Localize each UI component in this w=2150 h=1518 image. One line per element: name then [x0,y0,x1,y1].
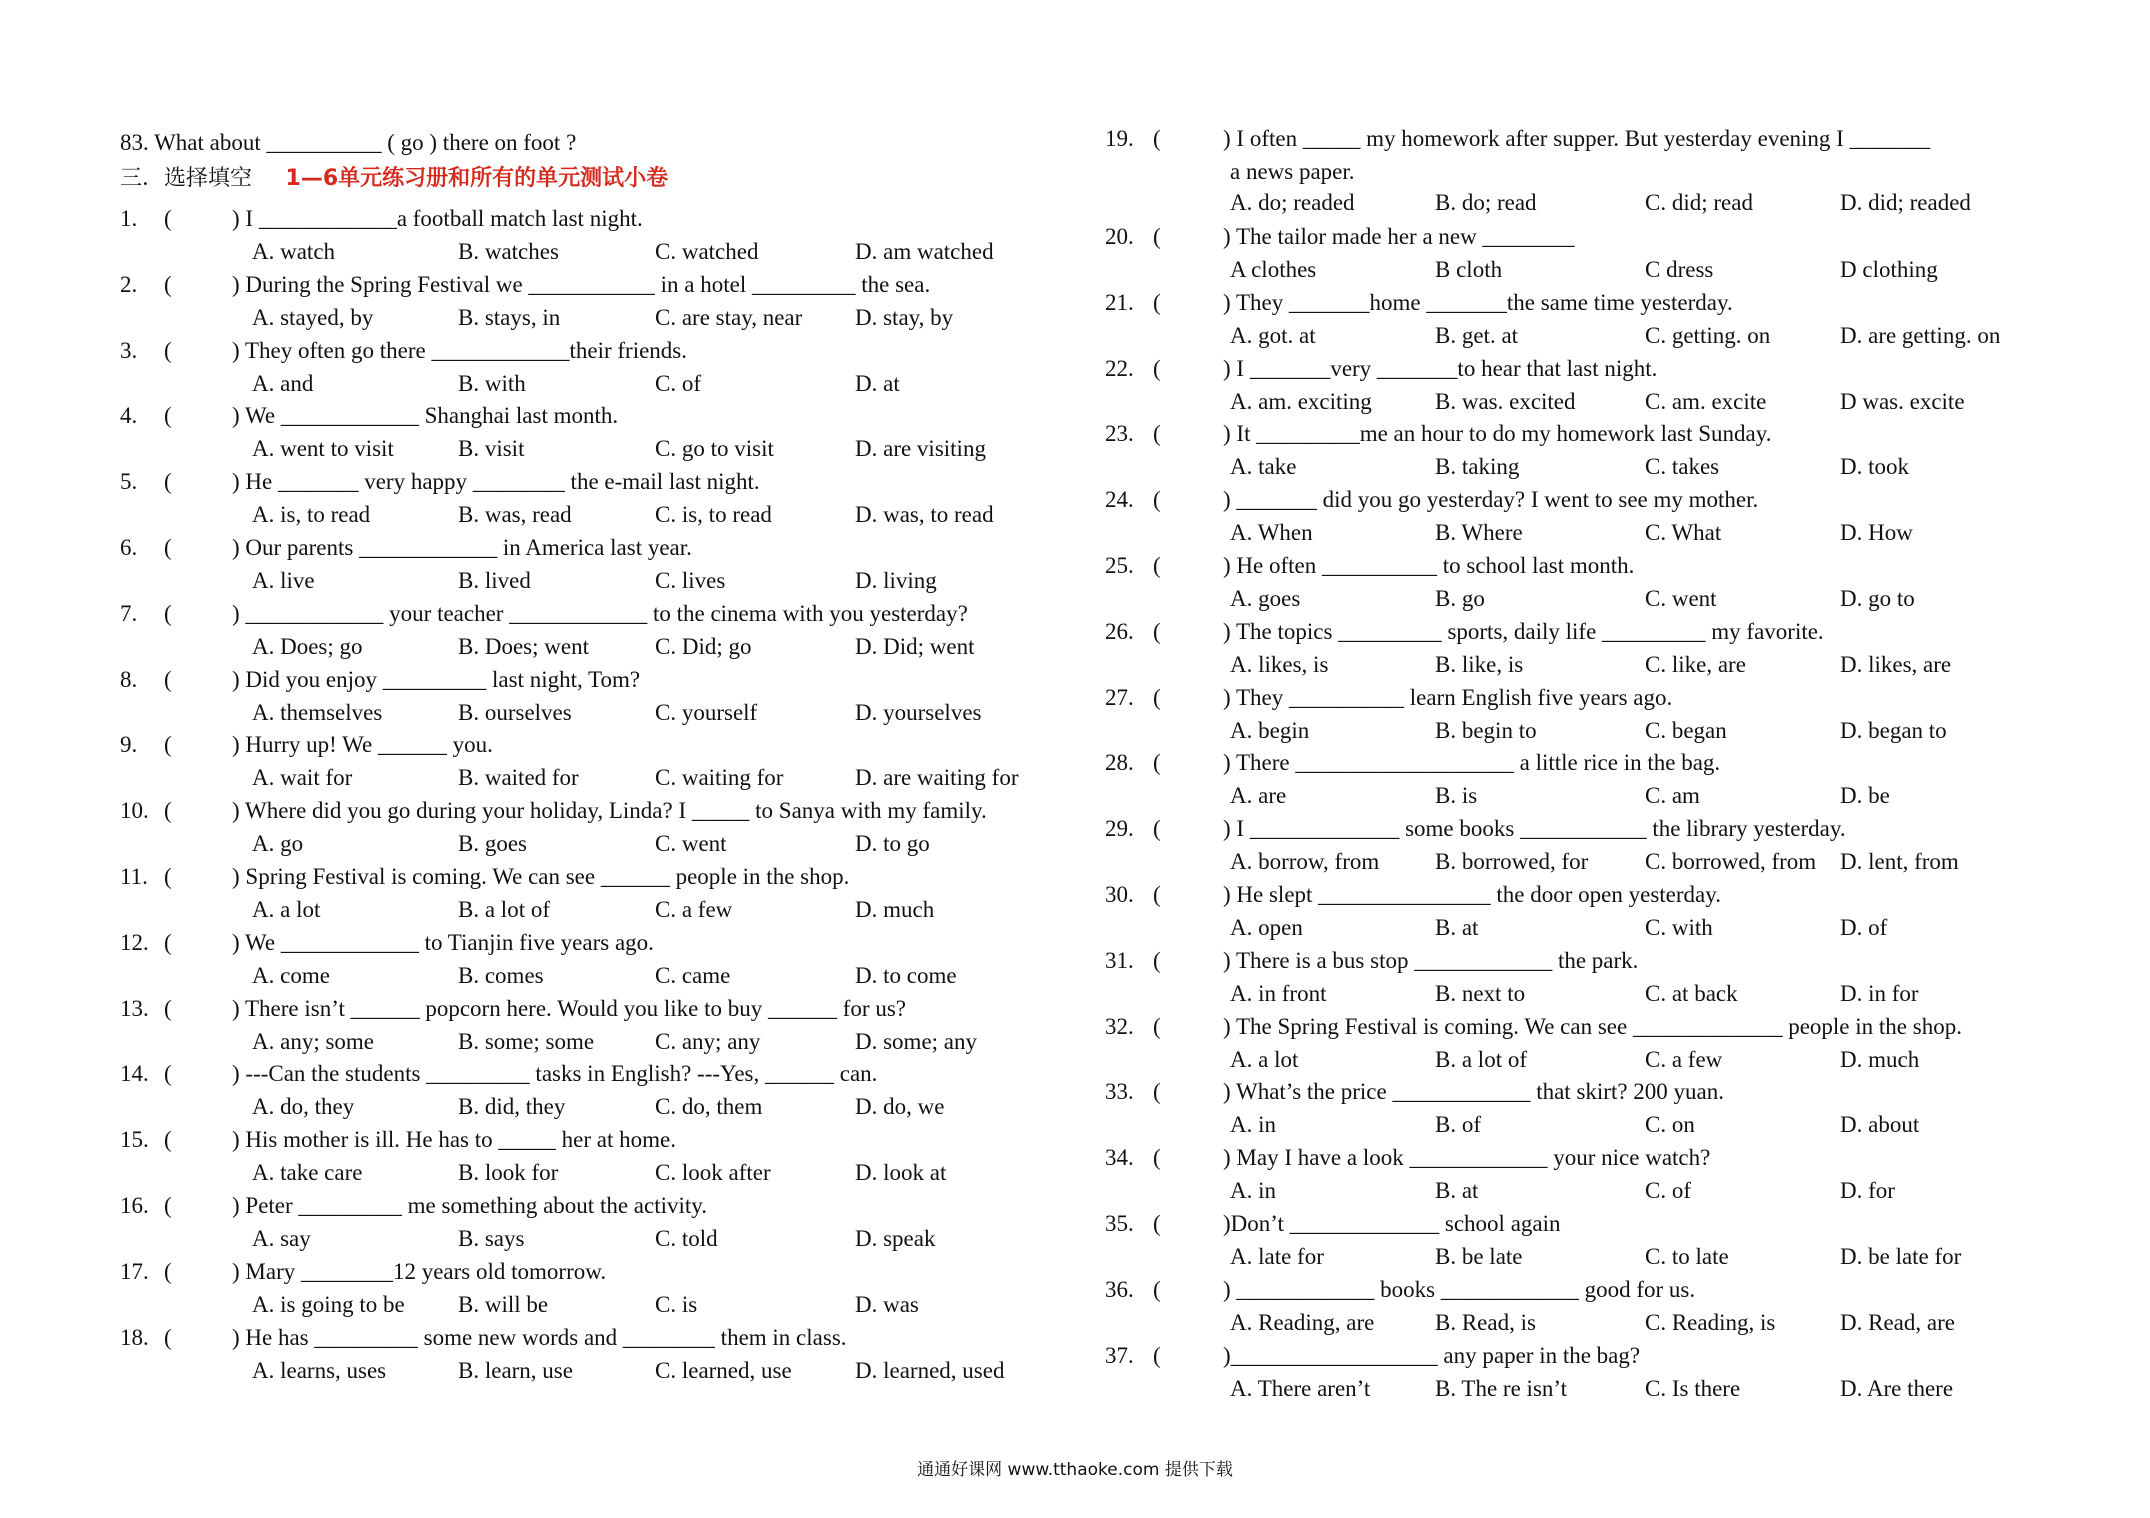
option-b: B. Read, is [1435,1309,1536,1335]
question-number: 20. [1105,224,1134,249]
question-stem: ) He has _________ some new words and ________ them in class. [232,1324,847,1350]
option-d: D. Are there [1840,1375,1954,1401]
question-stem: ) He often __________ to school last month. [1223,553,1635,578]
option-c: C. went [1645,586,1717,611]
option-c: C. to late [1645,1244,1729,1269]
option-b: B. ourselves [458,699,572,725]
question-number: 2. [120,271,138,297]
option-c: C. told [655,1226,718,1251]
question-number: 18. [120,1324,149,1350]
option-d: D. of [1840,915,1888,940]
answer-paren: ( [1153,1342,1161,1368]
option-a: A. watch [252,239,336,264]
option-b: B. begin to [1435,717,1537,743]
option-a: A. is going to be [252,1291,405,1317]
option-d: D. yourselves [855,699,982,725]
option-d: D. was [855,1291,919,1317]
option-c: C. getting. on [1645,322,1771,348]
option-a: A. a lot [252,897,321,922]
option-b: B. taking [1435,454,1520,480]
option-d: D. to go [855,831,930,857]
answer-paren: ( [1153,487,1161,513]
question-stem: ) ____________ your teacher ____________ to the cinema with you yesterday? [232,600,968,626]
answer-paren: ( [1153,1276,1161,1302]
option-a: A. When [1230,520,1313,546]
question-number: 37. [1105,1342,1134,1368]
answer-paren: ( [1153,421,1161,447]
question-number: 1. [120,206,138,231]
question-stem: ) What’s the price ____________ that skirt? 200 yuan. [1223,1079,1725,1105]
option-d: D was. excite [1840,388,1965,414]
option-c: C. a few [1645,1046,1723,1072]
option-d: D. living [855,568,937,593]
option-b: B. stays, in [458,304,561,330]
question-number: 32. [1105,1013,1134,1039]
answer-paren: ( [164,469,172,495]
option-d: D. do, we [855,1094,945,1120]
option-d: D. to come [855,962,957,988]
option-d: D. are visiting [855,436,986,462]
option-c: C. am [1645,783,1700,809]
option-c: C. go to visit [655,436,774,462]
option-b: B. at [1435,915,1479,940]
option-d: D. Did; went [855,633,975,659]
question-number: 15. [120,1127,149,1153]
option-c: C. borrowed, from [1645,849,1817,875]
option-d: D. are waiting for [855,765,1019,791]
section-label: 三．选择填空 [120,166,253,191]
question-number: 8. [120,666,138,692]
question-number: 36. [1105,1276,1134,1302]
option-c: C. with [1645,915,1713,940]
option-c: C. yourself [655,699,758,725]
answer-paren: ( [164,864,172,889]
option-d: D. look at [855,1160,947,1186]
option-a: A. late for [1230,1244,1324,1269]
option-d: D. took [1840,454,1909,480]
question-stem: ) ____________ books ____________ good for us. [1223,1276,1696,1302]
option-b: B. be late [1435,1244,1523,1269]
option-b: B. look for [458,1160,559,1186]
option-d: D. be late for [1840,1244,1962,1269]
question-number: 3. [120,337,138,363]
question-stem: ) We ____________ Shanghai last month. [232,403,619,429]
option-b: B. goes [458,831,527,857]
option-a: A. in [1230,1178,1276,1204]
option-b: B. do; read [1435,190,1537,215]
question-number: 6. [120,535,138,560]
question-stem: ) The tailor made her a new ________ [1223,224,1575,249]
question-stem: )Don’t _____________ school again [1223,1211,1561,1236]
option-a: A. is, to read [252,502,371,528]
question-stem: ) They __________ learn English five years ago. [1223,684,1673,710]
option-b: B. a lot of [458,897,550,922]
answer-paren: ( [164,1193,172,1218]
option-c: C. of [655,370,701,396]
answer-paren: ( [1153,684,1161,710]
option-c: C. Is there [1645,1375,1741,1401]
question-number: 28. [1105,750,1134,776]
option-b: B. at [1435,1178,1479,1204]
option-d: D. was, to read [855,502,994,528]
question-stem: ) There ___________________ a little rice in the bag. [1223,750,1721,776]
option-c: C. came [655,962,731,988]
question-stem: ) He _______ very happy ________ the e-mail last night. [232,469,760,495]
question-stem: ) There is a bus stop ____________ the park. [1223,947,1639,973]
section-heading [120,163,668,194]
footer-source: 通通好课网 www.tthaoke.com 提供下载 [917,1460,1233,1480]
question-stem: ) The topics _________ sports, daily life _________ my favorite. [1223,618,1824,644]
question-number: 4. [120,403,138,429]
option-b: B. is [1435,783,1478,809]
question-number: 24. [1105,487,1134,513]
option-a: A. stayed, by [252,304,374,330]
question-stem: ) Our parents ____________ in America last year. [232,535,692,560]
question-number: 33. [1105,1079,1134,1105]
option-a: A. themselves [252,699,383,725]
answer-paren: ( [164,1127,172,1153]
option-c: C. Did; go [655,633,752,659]
answer-paren: ( [164,1324,172,1350]
option-b: B. like, is [1435,651,1524,677]
option-a: A. go [252,831,304,857]
question-stem: )__________________ any paper in the bag? [1223,1342,1641,1368]
question-stem: ) May I have a look ____________ your nice watch? [1223,1145,1711,1171]
question-number: 29. [1105,816,1134,842]
question-stem: ) His mother is ill. He has to _____ her at home. [232,1127,676,1153]
answer-paren: ( [1153,553,1161,578]
question-stem: ) ---Can the students _________ tasks in English? ---Yes, ______ can. [232,1061,878,1087]
option-c: C dress [1645,257,1714,282]
answer-paren: ( [1153,947,1161,973]
question-number: 5. [120,469,138,495]
question-stem: ) We ____________ to Tianjin five years ago. [232,929,654,955]
option-a: A. come [252,962,330,988]
option-b: B. lived [458,568,531,593]
answer-paren: ( [164,206,172,231]
answer-paren: ( [164,600,172,626]
option-a: A. take care [252,1160,363,1186]
option-b: B. The re isn’t [1435,1375,1568,1401]
option-a: A. and [252,370,314,396]
question-stem: ) I _______very _______to hear that last night. [1223,355,1658,381]
option-b: B. get. at [1435,322,1519,348]
option-d: D. for [1840,1178,1895,1204]
option-c: C. waiting for [655,765,784,791]
answer-paren: ( [1153,224,1161,249]
option-d: D. some; any [855,1028,978,1054]
answer-paren: ( [1153,882,1161,907]
option-d: D. are getting. on [1840,322,2001,348]
option-c: C. any; any [655,1028,761,1054]
question-stem: ) They _______home _______the same time yesterday. [1223,289,1733,315]
answer-paren: ( [164,798,172,824]
question-stem: ) I often _____ my homework after supper. But yesterday evening I _______ [1223,126,1931,151]
question-number: 16. [120,1193,149,1218]
option-a: A. goes [1230,586,1301,611]
option-b: B. says [458,1226,525,1251]
option-a: A. wait for [252,765,353,791]
option-a: A. Reading, are [1230,1309,1375,1335]
question-number: 27. [1105,684,1134,710]
option-c: C. began [1645,717,1727,743]
question-stem: ) The Spring Festival is coming. We can see _____________ people in the shop. [1223,1013,1962,1039]
question-number: 30. [1105,882,1134,907]
option-a: A. open [1230,915,1303,940]
option-a: A. do, they [252,1094,355,1120]
option-b: B. with [458,370,526,396]
option-a: A. learns, uses [252,1357,387,1383]
option-c: C. are stay, near [655,304,803,330]
option-a: A. am. exciting [1230,388,1372,414]
question-stem-continued: a news paper. [1230,159,1355,184]
question-number: 25. [1105,553,1134,578]
option-d: D clothing [1840,257,1938,282]
answer-paren: ( [1153,355,1161,381]
question-number: 13. [120,995,149,1021]
question-stem: ) Did you enjoy _________ last night, Tom? [232,666,641,692]
answer-paren: ( [1153,1211,1161,1236]
question-stem: ) There isn’t ______ popcorn here. Would you like to buy ______ for us? [232,995,906,1021]
option-d: D. began to [1840,717,1947,743]
answer-paren: ( [1153,126,1161,151]
option-a: A. say [252,1226,311,1251]
question-number: 21. [1105,289,1134,315]
question-number: 23. [1105,421,1134,447]
answer-paren: ( [1153,1013,1161,1039]
option-c: C. look after [655,1160,771,1186]
question-stem: ) It _________me an hour to do my homework last Sunday. [1223,421,1772,447]
option-b: B. comes [458,962,544,988]
option-c: C. of [1645,1178,1691,1204]
option-c: C. takes [1645,454,1720,480]
answer-paren: ( [1153,289,1161,315]
option-c: C. on [1645,1112,1695,1138]
answer-paren: ( [164,929,172,955]
question-stem: ) _______ did you go yesterday? I went to see my mother. [1223,487,1759,513]
option-a: A. Does; go [252,633,363,659]
option-a: A. take [1230,454,1297,480]
option-a: A. in front [1230,980,1327,1006]
option-a: A. live [252,568,315,593]
option-b: B cloth [1435,257,1503,282]
option-b: B. will be [458,1291,549,1317]
option-d: D. at [855,370,900,396]
option-d: D. much [1840,1046,1920,1072]
option-b: B. waited for [458,765,579,791]
option-d: D. be [1840,783,1890,809]
option-c: C. at back [1645,980,1738,1006]
option-d: D. about [1840,1112,1920,1138]
option-b: B. a lot of [1435,1046,1527,1072]
question-number: 26. [1105,618,1134,644]
option-b: B. was, read [458,502,572,528]
option-b: B. Where [1435,520,1523,546]
option-c: C. like, are [1645,651,1746,677]
section-note: 1—6单元练习册和所有的单元测试小卷 [285,166,669,191]
answer-paren: ( [164,337,172,363]
question-stem: ) They often go there ____________their friends. [232,337,687,363]
option-b: B. go [1435,586,1485,611]
option-c: C. do, them [655,1094,763,1120]
question-stem: ) Where did you go during your holiday, Linda? I _____ to Sanya with my family. [232,798,987,824]
option-c: C. What [1645,520,1722,546]
question-number: 12. [120,929,149,955]
question-number: 14. [120,1061,149,1087]
option-b: B. learn, use [458,1357,573,1383]
question-stem: ) Spring Festival is coming. We can see ______ people in the shop. [232,864,850,889]
option-b: B. next to [1435,980,1526,1006]
option-c: C. went [655,831,727,857]
option-c: C. learned, use [655,1357,792,1383]
question-83: 83. What about __________ ( go ) there on foot ? [120,130,577,155]
answer-paren: ( [164,271,172,297]
option-d: D. likes, are [1840,651,1952,677]
option-a: A. begin [1230,717,1310,743]
answer-paren: ( [1153,618,1161,644]
option-c: C. lives [655,568,726,593]
option-d: D. Read, are [1840,1309,1955,1335]
answer-paren: ( [164,732,172,758]
answer-paren: ( [1153,816,1161,842]
question-stem: ) During the Spring Festival we ___________ in a hotel _________ the sea. [232,271,931,297]
answer-paren: ( [1153,1079,1161,1105]
option-a: A. any; some [252,1028,375,1054]
question-stem: ) I ____________a football match last night. [232,206,643,231]
option-a: A. got. at [1230,322,1316,348]
option-b: B. of [1435,1112,1481,1138]
option-a: A. do; readed [1230,190,1355,215]
answer-paren: ( [164,1061,172,1087]
question-number: 31. [1105,947,1134,973]
option-b: B. watches [458,239,559,264]
option-d: D. go to [1840,586,1915,611]
option-d: D. lent, from [1840,849,1959,875]
option-d: D. learned, used [855,1357,1005,1383]
option-d: D. in for [1840,980,1919,1006]
question-number: 17. [120,1258,149,1284]
option-c: C. Reading, is [1645,1309,1776,1335]
question-number: 19. [1105,126,1134,151]
question-number: 34. [1105,1145,1134,1171]
answer-paren: ( [164,1258,172,1284]
question-stem: ) I _____________ some books ___________ the library yesterday. [1223,816,1846,842]
option-a: A. went to visit [252,436,394,462]
option-d: D. stay, by [855,304,954,330]
question-number: 35. [1105,1211,1134,1236]
question-number: 10. [120,798,149,824]
question-stem: ) Mary ________12 years old tomorrow. [232,1258,607,1284]
option-a: A. likes, is [1230,651,1329,677]
option-c: C. watched [655,239,759,264]
option-b: B. did, they [458,1094,566,1120]
option-b: B. some; some [458,1028,595,1054]
question-number: 7. [120,600,138,626]
question-stem: ) He slept _______________ the door open yesterday. [1223,882,1722,907]
answer-paren: ( [1153,750,1161,776]
option-d: D. did; readed [1840,190,1971,215]
option-d: D. am watched [855,239,994,264]
option-c: C. is [655,1291,698,1317]
option-c: C. did; read [1645,190,1753,215]
answer-paren: ( [1153,1145,1161,1171]
option-c: C. am. excite [1645,388,1767,414]
option-a: A. are [1230,783,1287,809]
option-b: B. visit [458,436,525,462]
question-stem: ) Hurry up! We ______ you. [232,732,493,758]
question-number: 22. [1105,355,1134,381]
option-b: B. was. excited [1435,388,1576,414]
option-a: A. There aren’t [1230,1375,1371,1401]
option-a: A. a lot [1230,1046,1299,1072]
option-c: C. a few [655,897,733,922]
option-a: A. borrow, from [1230,849,1380,875]
question-number: 9. [120,732,138,758]
option-d: D. much [855,897,935,922]
question-number: 11. [120,864,148,889]
option-d: D. How [1840,520,1913,546]
answer-paren: ( [164,995,172,1021]
option-a: A. in [1230,1112,1276,1138]
option-c: C. is, to read [655,502,772,528]
option-b: B. borrowed, for [1435,849,1589,875]
option-b: B. Does; went [458,633,589,659]
answer-paren: ( [164,535,172,560]
option-d: D. speak [855,1226,936,1251]
answer-paren: ( [164,666,172,692]
answer-paren: ( [164,403,172,429]
question-stem: ) Peter _________ me something about the activity. [232,1193,708,1218]
option-a: A clothes [1230,257,1317,282]
